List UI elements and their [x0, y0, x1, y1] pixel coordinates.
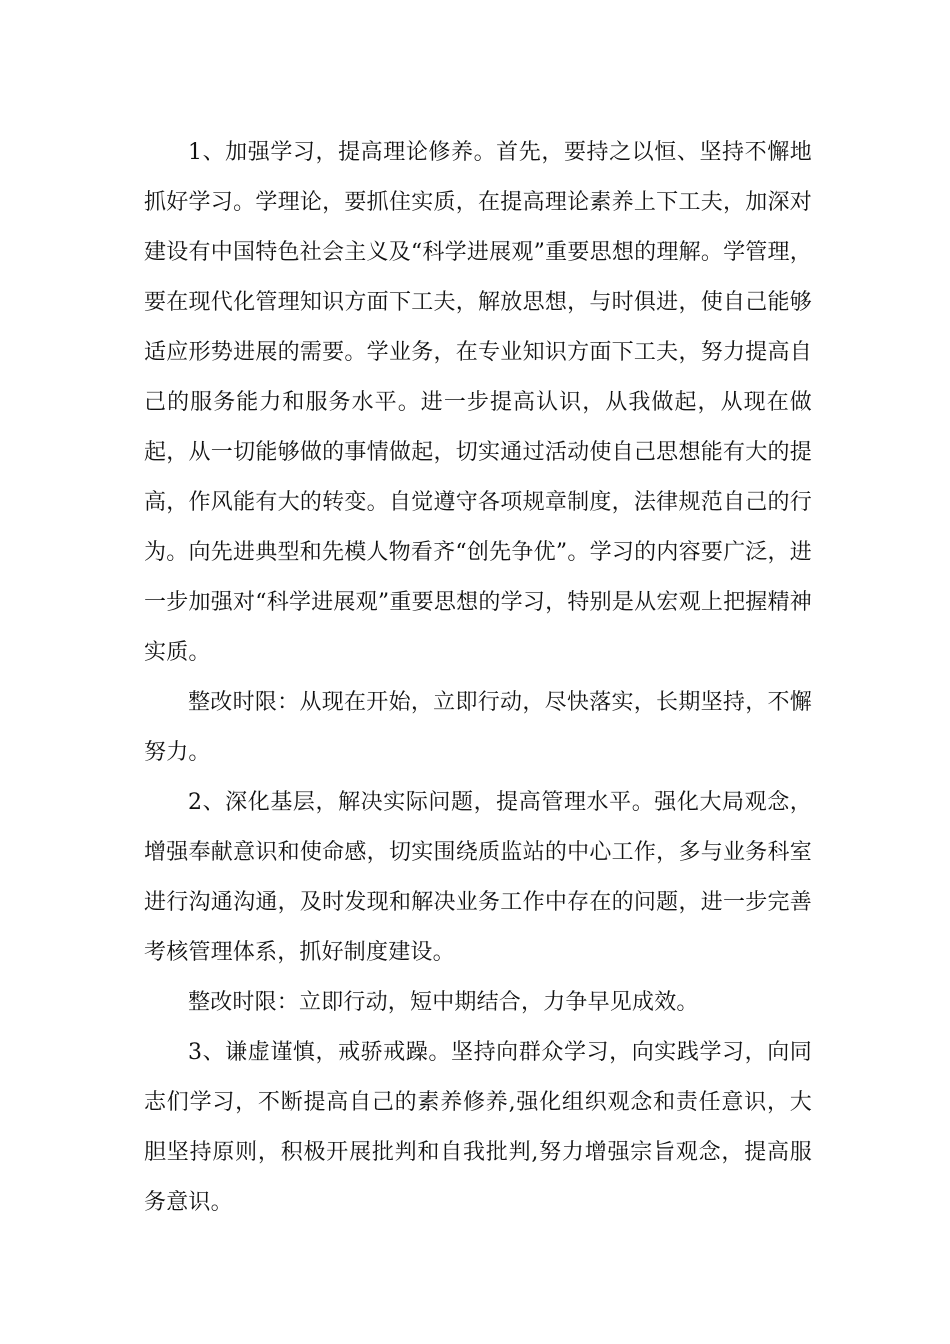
paragraph-deadline-1: 整改时限：从现在开始，立即行动，尽快落实，长期坚持，不懈努力。: [144, 690, 812, 765]
paragraph-grassroots: 2、深化基层，解决实际问题，提高管理水平。强化大局观念，增强奉献意识和使命感，切实围绕质监站的中心工作，多与业务科室进行沟通沟通，及时发现和解决业务工作中存在的问题，进一步完善考核管理体系，抓好制度建设。: [144, 790, 812, 965]
paragraph-study: 1、加强学习，提高理论修养。首先，要持之以恒、坚持不懈地抓好学习。学理论，要抓住实质，在提高理论素养上下工夫，加深对建设有中国特色社会主义及“科学进展观”重要思想的理解。学管理，要在现代化管理知识方面下工夫，解放思想，与时俱进，使自己能够适应形势进展的需要。学业务，在专业知识方面下工夫，努力提高自己的服务能力和服务水平。进一步提高认识，从我做起，从现在做起，从一切能够做的事情做起，切实通过活动使自己思想能有大的提高，作风能有大的转变。自觉遵守各项规章制度，法律规范自己的行为。向先进典型和先模人物看齐“创先争优”。学习的内容要广泛，进一步加强对“科学进展观”重要思想的学习，特别是从宏观上把握精神实质。: [144, 140, 812, 665]
paragraph-modesty: 3、谦虚谨慎，戒骄戒躁。坚持向群众学习，向实践学习，向同志们学习，不断提高自己的素养修养,强化组织观念和责任意识，大胆坚持原则，积极开展批判和自我批判,努力增强宗旨观念，提高服务意识。: [144, 1040, 812, 1215]
document-body: [144, 128, 812, 1228]
paragraph-deadline-2: 整改时限：立即行动，短中期结合，力争早见成效。: [188, 990, 699, 1015]
